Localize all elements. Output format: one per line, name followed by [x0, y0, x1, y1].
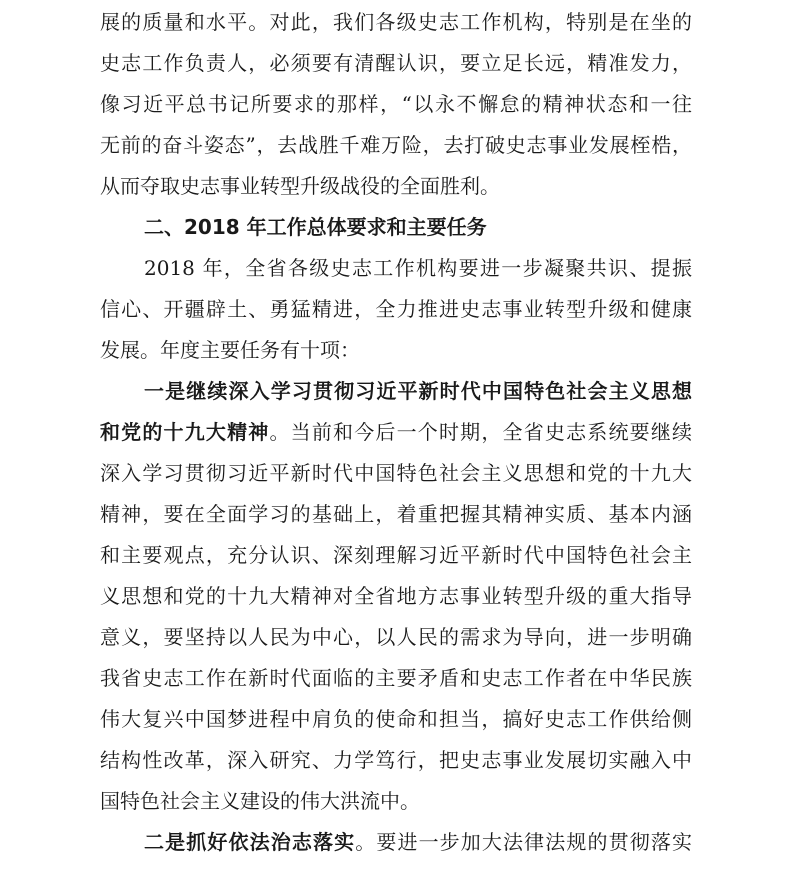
paragraph-line: 像习近平总书记所要求的那样，“以永不懈怠的精神状态和一往: [100, 92, 692, 116]
paragraph-line: 展的质量和水平。对此，我们各级史志工作机构，特别是在坐的: [100, 10, 692, 34]
paragraph-line: 国特色社会主义建设的伟大洪流中。: [100, 789, 420, 813]
paragraph-line: 我省史志工作在新时代面临的主要矛盾和史志工作者在中华民族: [100, 666, 692, 690]
paragraph-line: 意义，要坚持以人民为中心，以人民的需求为导向，进一步明确: [100, 625, 692, 649]
section-heading: 二、2018 年工作总体要求和主要任务: [144, 215, 487, 239]
paragraph-line: 义思想和党的十九大精神对全省地方志事业转型升级的重大指导: [100, 584, 692, 608]
paragraph-text: 。要进一步加大法律法规的贯彻落实: [355, 830, 693, 854]
task-title: 二是抓好依法治志落实: [144, 830, 356, 854]
task-title-line: 一是继续深入学习贯彻习近平新时代中国特色社会主义思想: [144, 379, 692, 403]
paragraph-line: 信心、开疆辟土、勇猛精进，全力推进史志事业转型升级和健康: [100, 297, 692, 321]
paragraph-line: 无前的奋斗姿态”，去战胜千难万险，去打破史志事业发展桎梏，: [100, 133, 692, 157]
paragraph-line: [100, 417, 692, 447]
paragraph-line: 结构性改革，深入研究、力学笃行，把史志事业发展切实融入中: [100, 748, 692, 772]
paragraph-line: [100, 827, 692, 857]
paragraph-line: 从而夺取史志事业转型升级战役的全面胜利。: [100, 174, 500, 198]
paragraph-line: 2018 年，全省各级史志工作机构要进一步凝聚共识、提振: [144, 256, 692, 280]
paragraph-line: 史志工作负责人，必须要有清醒认识，要立足长远，精准发力，: [100, 51, 692, 75]
paragraph-line: 伟大复兴中国梦进程中肩负的使命和担当，搞好史志工作供给侧: [100, 707, 692, 731]
paragraph-line: 和主要观点，充分认识、深刻理解习近平新时代中国特色社会主: [100, 543, 692, 567]
paragraph-line: 发展。年度主要任务有十项：: [100, 338, 360, 362]
task-title-end: 和党的十九大精神: [100, 420, 270, 444]
paragraph-text: 。当前和今后一个时期，全省史志系统要继续: [269, 420, 693, 444]
paragraph-line: 深入学习贯彻习近平新时代中国特色社会主义思想和党的十九大: [100, 461, 692, 485]
paragraph-line: 精神，要在全面学习的基础上，着重把握其精神实质、基本内涵: [100, 502, 692, 526]
